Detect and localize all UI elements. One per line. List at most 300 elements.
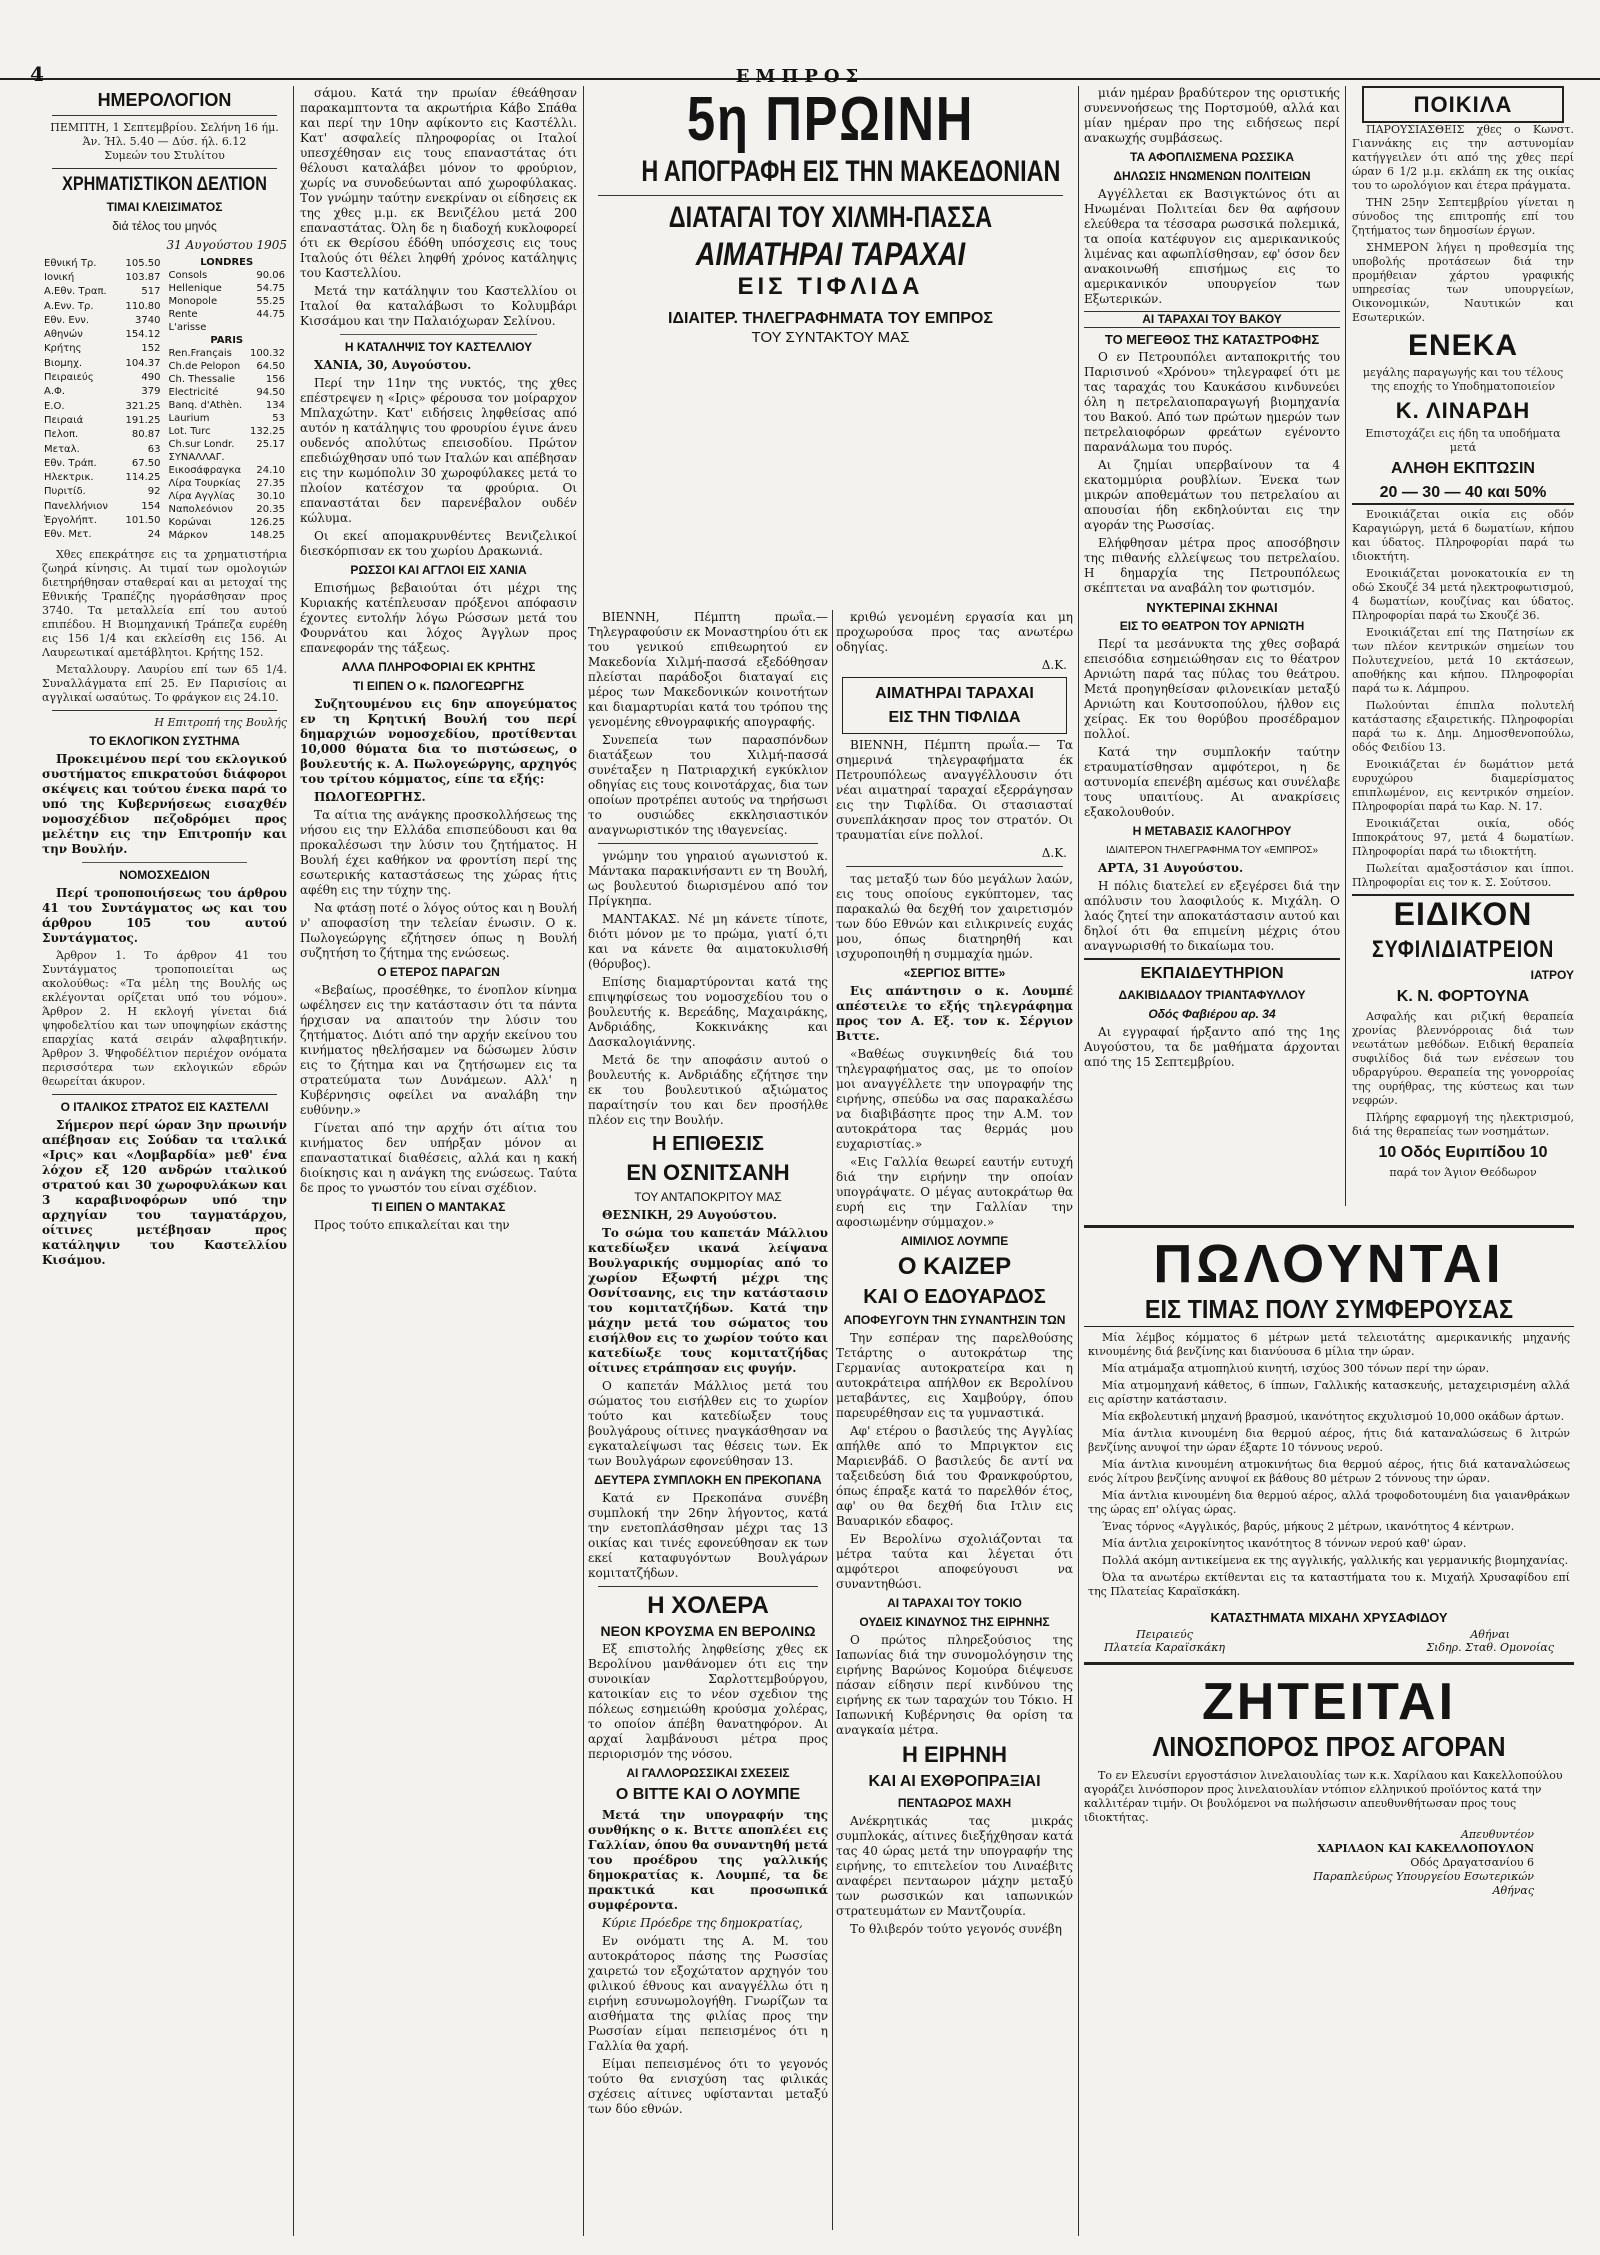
column-text: Το θλιβερόν τούτο γεγονός συνέβη bbox=[850, 1922, 1062, 1936]
riots-box bbox=[842, 677, 1067, 734]
calendar-line: ΠΕΜΠΤΗ, 1 Σεπτεμβρίου. Σελήνη 16 ήμ. bbox=[50, 121, 279, 134]
security-price: 103.87 bbox=[125, 271, 161, 283]
bill-text: Άρθρον 1. Το άρθρον 41 του Συντάγματος τροποποιείται ως ακολούθως: «Τα μέλη της Βουλής ως εκλέγονται ορίζεται υπό του νόμου». Άρθρον 2. Η εκλογή γίνεται διά ψηφοδελτίου και των υποψηφίων εκάστης επαρχίας κατά σειράν αλφαβητικήν. Άρθρον 3. Ψηφοδέλτιον περιέχον ονόματα περισσότερα των εκλογικών εδρών θεωρείται άκυρον. bbox=[42, 949, 287, 1088]
correspondent-label: ΤΟΥ ΣΥΝΤΑΚΤΟΥ ΜΑΣ bbox=[751, 329, 910, 346]
committee-note: Η Επιτροπή της Βουλής bbox=[154, 716, 287, 729]
column-text: «Βαθέως συγκινηθείς διά του τηλεγραφήματος σας, με το οποίον μοι αναγγέλλετε την υπογραφήν της ειρήνης, σπεύδω να σας παρακαλέσω να διαβιβάσητε προς την Α.Μ. τον αυτοκράτορα τας θερμάς μου ευχαριστίας.» bbox=[836, 1047, 1073, 1151]
mantakas-heading: ΤΙ ΕΙΠΕΝ Ο ΜΑΝΤΑΚΑΣ bbox=[371, 1200, 506, 1214]
security-price: 191.25 bbox=[125, 414, 161, 426]
signature: Δ.Κ. bbox=[1041, 658, 1067, 672]
prekopana-heading: ΔΕΥΤΕΡΑ ΣΥΜΠΛΟΚΗ ΕΝ ΠΡΕΚΟΠΑΝΑ bbox=[594, 1473, 822, 1487]
sale-item: Όλα τα ανωτέρω εκτίθενται εις τα καταστήματα του κ. Μιχαήλ Χρυσαφίδου επί της Πλατείας Καραϊσκάκη. bbox=[1088, 1571, 1570, 1598]
athens-price-row bbox=[42, 485, 163, 499]
clinic-iatrou: ΙΑΤΡΟΥ bbox=[1530, 968, 1574, 982]
sale-item: Μία εκβολευτική μηχανή βρασμού, ικανότητος εκχυλισμού 10,000 οκάδων άρτων. bbox=[1102, 1410, 1565, 1423]
security-price: 20.35 bbox=[256, 504, 285, 515]
attack-heading: Η ΕΠΙΘΕΣΙΣ bbox=[652, 1133, 764, 1155]
column-text: Η πόλις διατελεί εν εξεγέρσει διά την απόλυσιν του λαοφιλούς κ. Μιχάλη. Ο λαός ζητεί την αποκατάστασιν αυτού και δηλοί ότι θα επιμείνη μέχρις ότου αναγνωρισθή το δικαίωμα του. bbox=[1084, 879, 1340, 953]
security-name: Εθνική Τρ. bbox=[44, 257, 97, 269]
sale-item: Ένας τόρνος «Αγγλικός, βαρύς, μήκους 2 μέτρων, ικανότητος 4 κέντρων. bbox=[1102, 1520, 1515, 1533]
doctor-name: Κ. Ν. ΦΟΡΤΟΥΝΑ bbox=[1396, 988, 1530, 1005]
athens-price-row bbox=[42, 342, 163, 356]
security-name: Ch.sur Londr. bbox=[168, 439, 235, 450]
doctor-address: 10 Οδός Ευριπίδου 10 bbox=[1378, 1144, 1548, 1161]
store-name: ΚΑΤΑΣΤΗΜΑΤΑ ΜΙΧΑΗΛ ΧΡΥΣΑΦΙΔΟΥ bbox=[1210, 1610, 1448, 1625]
security-price: 64.50 bbox=[256, 361, 285, 372]
chania-dateline: ΧΑΝΙΑ, 30, Αυγούστου. bbox=[314, 358, 472, 372]
column-text: γνώμην του γηραιού αγωνιστού κ. Μάντακα παρακινήσαντι εν τη Βουλή, ως βουλευτού διωρισμένου από τον Πρίγκηπα. bbox=[588, 849, 828, 908]
security-price: 154 bbox=[141, 500, 161, 512]
security-price: 63 bbox=[147, 443, 161, 455]
security-name: Λίρα Τουρκίας bbox=[168, 478, 241, 489]
arta-dateline: ΑΡΤΑ, 31 Αυγούστου. bbox=[1098, 861, 1244, 875]
store-city-right: Αθήναι bbox=[1470, 1628, 1510, 1641]
kaiser-heading-2: ΚΑΙ Ο ΕΔΟΥΑΡΔΟΣ bbox=[863, 1286, 1046, 1308]
foreign-price-row bbox=[167, 516, 288, 529]
kaiser-heading: Ο ΚΑΙΖΕΡ bbox=[897, 1253, 1012, 1280]
security-name: Rente bbox=[168, 309, 198, 320]
column-text: τας μεταξύ των δύο μεγάλων λαών, εις τους οποίους εγκύπτομεν, τας παρακαλώ θα δεχθή τον χαιρετισμόν των δύο Εθνών και ειλικρινείς ευχάς μου, όπως διατηρηθή και ισχυροποιηθή η συμμαχία ημών. bbox=[836, 872, 1073, 961]
column-text: Κατά την συμπλοκήν ταύτην ετραυματίσθησαν αμφότεροι, η δε αστυνομία επενέβη αμέσως και συνέλαβε τους υπαιτίους. Αι ανακρίσεις εξακολουθούν. bbox=[1084, 745, 1340, 819]
doctor-text: Ασφαλής και ριζική θεραπεία χρονίας βλεννόρροιας διά των νεωτάτων μεθόδων. Ειδική θεραπεία συφιλίδος διά των ενέσεων του υδραργύρου. Θεραπεία της γονορροίας της ουρήθρας, της κύστεως και των νεφρών. bbox=[1352, 1010, 1574, 1107]
sale-item: Μία άντλια χειροκίνητος ικανότητος 8 τόννων νερού καθ' ώραν. bbox=[1102, 1537, 1467, 1550]
article-text: Γίνεται από την αρχήν ότι αίτια του κινήματος δεν υπήρξαν μόνον αι επαναστατικαί διαθέσεις, αλλά και η κακή διοίκησις και η ανάγκη της ενώσεως. Ταύτα δε προς το γνωστόν του είναι σχέδιον. bbox=[300, 1121, 577, 1195]
article-text: Προς τούτο επικαλείται και την bbox=[314, 1218, 510, 1232]
security-name: Consols bbox=[168, 270, 208, 281]
price-group-label: LONDRES bbox=[200, 257, 254, 268]
metab-subheading: ΙΔΙΑΙΤΕΡΟΝ ΤΗΛΕΓΡΑΦΗΜΑ ΤΟΥ «ΕΜΠΡΟΣ» bbox=[1105, 845, 1319, 856]
column-text: Ο πρώτος πληρεξούσιος της Ιαπωνίας διά την συνομολόγησιν της ειρήνης Βαρώνος Κομούρα διέψευσε πάσαν είδησιν περί κινδύνου της ειρήνης εκ των ταραχών του Τόκιο. Η Ιαπωνική Κυβέρνησις θα ορίση τα αναγκαία μέτρα. bbox=[836, 1633, 1073, 1737]
security-name: Ιονική bbox=[44, 271, 75, 283]
castle-heading: Η ΚΑΤΑΛΗΨΙΣ ΤΟΥ ΚΑΣΤΕΛΛΙΟΥ bbox=[344, 340, 533, 354]
security-price: 134 bbox=[265, 400, 285, 411]
column-text: Αφ' ετέρου ο βασιλεύς της Αγγλίας απήλθε από το Μπριγκτον εις Μαριενβάδ. Ο βασιλεύς δε αντί να ταξειδεύση διά του Φρανκφούρτου, όπως έπραξε κατά το παρελθόν έτος, αφ' ου θα δεχθή δια Ιτλιν εις Βαυαρικόν εδαφος. bbox=[836, 1424, 1073, 1528]
security-name: Electricité bbox=[168, 387, 219, 398]
foreign-price-row bbox=[167, 477, 288, 490]
doctor-text2: Πλήρης εφαρμογή της ηλεκτρισμού, διά της θεραπείας των νοσημάτων. bbox=[1352, 1111, 1574, 1138]
main-subheadline-4: ΕΙΣ ΤΙΦΛΙΔΑ bbox=[737, 273, 924, 300]
eidikon-heading: ΕΙΔΙΚΟΝ bbox=[1352, 894, 1574, 932]
security-price: 44.75 bbox=[256, 309, 285, 320]
column-text: Επίσης διαμαρτύρονται κατά της επιψηφίσεως του νομοσχεδίου του ο βουλευτής κ. Βερεάδης, Μαχαιράκης, Ανδριάδης, Κοκκινάκης και Δασκαλογιάννης. bbox=[588, 975, 828, 1049]
tokyo-subheading: ΟΥΔΕΙΣ ΚΙΝΔΥΝΟΣ ΤΗΣ ΕΙΡΗΝΗΣ bbox=[859, 1615, 1050, 1629]
security-name: Εθν. Ενν. bbox=[44, 314, 90, 326]
peace-subheading: ΠΕΝΤΑΩΡΟΣ ΜΑΧΗ bbox=[897, 1796, 1012, 1810]
athens-price-row bbox=[42, 399, 163, 413]
witte-letter-2: Είμαι πεπεισμένος ότι το γεγονός τούτο θα ενισχύση τας φιλικάς σχέσεις αίτινες υφίστανται μεταξύ των δύο εθνών. bbox=[588, 2057, 828, 2116]
disarm-subheading: ΔΗΛΩΣΙΣ ΗΝΩΜΕΝΩΝ ΠΟΛΙΤΕΙΩΝ bbox=[1113, 169, 1311, 183]
bill-subtitle: Περί τροποποιήσεως του άρθρου 41 του Συντάγματος ως και του άρθρου 105 του αυτού Συντάγματος. bbox=[42, 886, 287, 945]
price-table-athens bbox=[42, 256, 163, 542]
security-name: Ἐργολήπτ. bbox=[44, 514, 97, 526]
vienna-text3: ΒΙΕΝΝΗ, Πέμπτη πρωΐα.— Τα σημερινά τηλεγραφήματα έκ Πετρουπόλεως αναγγέλλουσιν ότι νέαι αιματηραί ταραχαί εξερράγησαν εις την Τιφλίδα. Οι στασιασταί συνεπλάκησαν προς τον στρατόν. Οι τραυματίαι είνε πολλοί. bbox=[836, 738, 1073, 842]
calendar-line: Άν. Ήλ. 5.40 — Δύσ. ήλ. 6.12 bbox=[82, 135, 247, 148]
security-price: 90.06 bbox=[256, 270, 285, 281]
price-tables bbox=[42, 256, 287, 542]
column-6 bbox=[1084, 86, 1340, 1196]
security-name: Α.Ενν. Τρ. bbox=[44, 300, 94, 312]
article-text: Οι εκεί απομακρυνθέντες Βενιζελικοί διεσκόρπισαν εκ του χωρίου Δρακωνιά. bbox=[300, 529, 577, 558]
athens-price-row bbox=[42, 370, 163, 384]
baku-heading: ΑΙ ΤΑΡΑΧΑΙ ΤΟΥ ΒΑΚΟΥ bbox=[1084, 311, 1340, 328]
security-name: Ηλεκτρικ. bbox=[44, 472, 94, 484]
polountai-subheading: ΕΙΣ ΤΙΜΑΣ ΠΟΛΥ ΣΥΜΦΕΡΟΥΣΑΣ bbox=[1144, 1294, 1514, 1324]
athens-price-row bbox=[42, 442, 163, 456]
column-rule bbox=[1078, 86, 1079, 2236]
column-1 bbox=[42, 86, 287, 2236]
zhteitai-text: Το εν Ελευσίνι εργοστάσιον λινελαιουλίας των κ.κ. Χαρίλαου και Κακελλοπούλου αγοράζει λινόσπορον προς λινελαιουλίαν ντόπιον ελληνικού προϊόντος κατά την καλλιτέραν τιμήν. Οι βουλόμενοι να πωλήσωσιν απευθυνθήτωσαν προς τους ιδιοκτήτας. bbox=[1084, 1769, 1563, 1824]
athens-price-row bbox=[42, 285, 163, 299]
foreign-price-row bbox=[167, 503, 288, 516]
poikila-box bbox=[1362, 86, 1564, 123]
security-name: Κρήτης bbox=[44, 343, 82, 355]
athens-price-row bbox=[42, 456, 163, 470]
zhteitai-landmark: Παραπλεύρως Υπουργείου Εσωτερικών bbox=[1313, 1870, 1534, 1883]
foreign-price-row bbox=[167, 425, 288, 438]
security-name: Lot. Turc bbox=[168, 426, 211, 437]
column-text: κριθώ γενομένη εργασία και μη προχωρούσα προς τας ανωτέρω οδηγίας. bbox=[836, 610, 1073, 654]
athens-price-row bbox=[42, 356, 163, 370]
witte-letter: Εν ονόματι της Α. Μ. του αυτοκράτορος πάσης της Ρωσσίας χαιρετώ τον εξοχώτατον αρχηγόν του φιλικού έθνους και αναγγέλλω ότι η ειρήνη εσυνωμολογήθη. Γνωρίζων τα αισθήματα της φιλίας προς την Ρωσσίαν είμαι πεπεισμένος ότι η Γαλλία θα χαρή. bbox=[588, 1934, 828, 2053]
main-subheadline: Η ΑΠΟΓΡΑΦΗ ΕΙΣ ΤΗΝ ΜΑΚΕΔΟΝΙΑΝ bbox=[641, 155, 1061, 188]
classified-ad: Ενοικιάζεται οικία, οδός Ιπποκράτους 97, μετά 4 δωματίων. Πληροφορίαι παρά τω ιδιοκτήτη. bbox=[1352, 817, 1574, 858]
electoral-text: Προκειμένου περί του εκλογικού συστήματος επικρατούσι διάφοροι σκέψεις και τούτου ένεκα παρά το υπό της Κυβερνήσεως εισαχθέν νομοσχέδιον πεζοδρόμει προς μελέτην εις την Επιτροπήν και την Βουλήν. bbox=[42, 752, 287, 856]
security-price: 110.80 bbox=[125, 300, 161, 312]
linardi-name: Κ. ΛΙΝΑΡΔΗ bbox=[1395, 398, 1531, 423]
security-name: Λίρα Αγγλίας bbox=[168, 491, 236, 502]
main-subheadline-3: ΑΙΜΑΤΗΡΑΙ ΤΑΡΑΧΑΙ bbox=[695, 236, 966, 272]
classified-ad: Πωλούνται έπιπλα πολυτελή κατάστασης εξαιρετικής. Πληροφορίαι παρά τω κ. Δημ. Δημοσθενοπούλω, οδός Φειδίου 13. bbox=[1352, 699, 1574, 754]
athens-price-row bbox=[42, 470, 163, 484]
security-price: 114.25 bbox=[125, 472, 161, 484]
security-price: 126.25 bbox=[250, 517, 285, 528]
security-name: Monopole bbox=[168, 296, 218, 307]
thessaloniki-dateline: ΘΕΣΝΙΚΗ, 29 Αυγούστου. bbox=[602, 1208, 777, 1222]
market-text: Χθες επεκράτησε εις τα χρηματιστήρια ζωηρά κίνησις. Αι τιμαί των ομολογιών διετηρήθησαν σταθεραί και αι μετοχαί της Εθνικής Τραπέζης ηγοράσθησαν προς 3740. Τα μεταλλεία επί του αυτού επιπέδου. Η Βιομηχανική Τράπεζα ευρέθη εις 156 1/4 και εκλείσθη εις 156. Αι Λαυρεωτικαί αμετάβλητοι. Κρήτης 152. bbox=[42, 548, 287, 659]
security-price: 92 bbox=[147, 486, 161, 498]
security-name: Εθν. Μετ. bbox=[44, 529, 92, 541]
athens-price-row bbox=[42, 327, 163, 341]
franco-russian-heading: ΑΙ ΓΑΛΛΟΡΩΣΣΙΚΑΙ ΣΧΕΣΕΙΣ bbox=[626, 1766, 790, 1780]
security-price: 321.25 bbox=[125, 400, 161, 412]
polountai-heading: ΠΩΛΟΥΝΤΑΙ bbox=[1153, 1234, 1505, 1294]
main-headline-block bbox=[588, 86, 1073, 606]
disarm-heading: ΤΑ ΑΦΟΠΛΙΣΜΕΝΑ ΡΩΣΣΙΚΑ bbox=[1129, 150, 1295, 164]
security-price: 3740 bbox=[135, 314, 161, 326]
signature: Δ.Κ. bbox=[1041, 846, 1067, 860]
security-name: Πυριτίδ. bbox=[44, 486, 86, 498]
exchange-subtitle: ΤΙΜΑΙ ΚΛΕΙΣΙΜΑΤΟΣ bbox=[106, 200, 223, 214]
vienna-text2: Συνεπεία των παρασπόνδων διατάξεων του Χιλμή-πασσά συνέταξεν η Πατριαρχική εγκύκλιον οδηγίας εις τους κοινοτάρχας, δια των οποίων προτρέπει αυτούς να τηρήσωσι το ουσιώδες εκκλησιαστικόν αναγνωριστικόν της ιθαγενείας. bbox=[588, 733, 828, 837]
exchange-date: 31 Αυγούστου 1905 bbox=[166, 238, 287, 252]
security-price: 156 bbox=[265, 374, 285, 385]
security-price: 27.35 bbox=[256, 478, 285, 489]
security-price: 100.32 bbox=[250, 348, 285, 359]
security-price: 53 bbox=[272, 413, 285, 424]
column-3 bbox=[588, 610, 828, 2230]
article-text: Συζητουμένου εις 6ην απογεύματος εν τη Κρητική Βουλή του περί δημαρχιών νομοσχεδίου, προτίθενται 10,000 θύματα δια το πιστώσεως, ο βουλευτής κ. Α. Πωλογεώργης, αρχηγός του τρίτου κόμματος, είπε τα εξής: bbox=[300, 697, 577, 786]
price-group-label: PARIS bbox=[210, 335, 244, 346]
foreign-price-row bbox=[167, 360, 288, 373]
cholera-subheading: ΝΕΟΝ ΚΡΟΥΣΜΑ ΕΝ ΒΕΡΟΛΙΝΩ bbox=[600, 1623, 816, 1639]
athens-price-row bbox=[42, 413, 163, 427]
security-price bbox=[247, 321, 287, 334]
riots-box-title: ΑΙΜΑΤΗΡΑΙ ΤΑΡΑΧΑΙ bbox=[875, 685, 1034, 702]
attack-text2: Ο καπετάν Μάλλιος μετά του σώματος του εισήλθεν εις το χωρίον τούτο και κατεδίωξεν τους βουλγάρους οίτινες ηναγκάσθησαν να εγκαταλείψωσι τας θέσεις των. Εκ των Βουλγάρων εφονεύθησαν 13. bbox=[588, 1379, 828, 1468]
column-rule bbox=[1345, 86, 1346, 1206]
security-price: 30.10 bbox=[256, 491, 285, 502]
security-name: Πανελλήνιον bbox=[44, 500, 108, 512]
sale-item: Μία λέμβος κόμματος 6 μέτρων μετά τελειοτάτης αμερικανικής μηχανής κινουμένης διά βενζίνης και διανύουσα 6 μίλια την ώραν. bbox=[1088, 1331, 1570, 1358]
school-address: Οδός Φαβιέρου αρ. 34 bbox=[1148, 1007, 1276, 1021]
vienna-text: ΒΙΕΝΝΗ, Πέμπτη πρωΐα.— Τηλεγραφούσιν εκ Μοναστηρίου ότι εκ του γενικού επιθεωρητού εν Μακεδονία Χιλμή-πασσά εξεδόθησαν πλείσται παράδοξοι διαταγαί εις μέρος των Μακεδονικών κοινοτήτων και διαμαρτυρίαι κατά του τρόπου της γενομένης εθνογραφικής απογραφής. bbox=[588, 610, 828, 729]
athens-price-row bbox=[42, 499, 163, 513]
classified-ad: Πωλείται αμαξοστάσιον και ίπποι. Πληροφορίαι εις τον κ. Σ. Σούτσου. bbox=[1352, 862, 1574, 889]
security-name: Πειραιά bbox=[44, 414, 84, 426]
foreign-price-row bbox=[167, 412, 288, 425]
doctor-address2: παρά τον Άγιον Θεόδωρον bbox=[1389, 1166, 1537, 1179]
article-text: «Βεβαίως, προσέθηκε, το ένοπλον κίνημα ωφέλησεν εις την κατάστασιν ότι τα πάντα ήρχισαν να απαιτούν την λύσιν του ζητήματος. Διότι από την αρχήν εκείνου του κινήματος ηθελήσαμεν να δώσωμεν λύσιν εις το ζήτημα και να ζητήσωμεν εις τα στρατεύματα των Δυνάμεων. Αλλ' η Κυβέρνησις οφείλει να αναλάβη την ευθύνην.» bbox=[300, 983, 577, 1117]
store-city-left: Πειραιεύς bbox=[1136, 1628, 1193, 1641]
attack-text: Το σώμα του καπετάν Μάλλιου κατεδίωξεν ικανά λείψανα Βουλγαρικής συμμορίας από το χωρίον Εξωφτή μέχρι της Οσνίτσανης, εις την κατάστασιν του κομιτατζήδων. Κατά την μάχην μετά του σώματος του εισήλθον εις το χωρίον τούτο και κατεδίωξε τους κομιτατζήδας οίτινες ετράπησαν εις φυγήν. bbox=[588, 1226, 828, 1375]
zhteitai-city: Αθήνας bbox=[1492, 1884, 1534, 1897]
sale-items bbox=[1084, 1327, 1574, 1606]
classified-ad: Ενοικιάζεται οικία εις οδόν Καραγιώργη, μετά 6 δωματίων, κήπου και ύδατος. Πληροφορίαι παρά τω ιδιοκτήτη. bbox=[1352, 508, 1574, 563]
athens-price-row bbox=[42, 313, 163, 327]
sale-item: Μία άντλια κινουμένη δια θερμού αέρος, ήτις διά καταναλώσεως 6 λιτρών βενζίνης ανυψοί την ώραν έξαρτε 10 τόννους νερού. bbox=[1088, 1427, 1570, 1454]
witte-heading: Ο ΒΙΤΤΕ ΚΑΙ Ο ΛΟΥΜΠΕ bbox=[615, 1786, 801, 1803]
security-name: Εικοσάφραγκα bbox=[168, 465, 242, 476]
column-text: Αγγέλλεται εκ Βασιγκτώνος ότι αι Ηνωμέναι Πολιτείαι δεν θα αφήσουν ελεύθερα τα τέσσαρα ρωσσικά πολεμικά, τα οποία κατέφυγον εις αμερικανικούς λιμένας και αφωπλίσθησαν, εφ' όσον δεν ανακοινωθή επισήμως εις το αμερικανικόν υπουργείον των Εξωτερικών. bbox=[1084, 187, 1340, 306]
kaiser-subheading: ΑΠΟΦΕΥΓΟΥΝ ΤΗΝ ΣΥΝΑΝΤΗΣΙΝ ΤΩΝ bbox=[843, 1313, 1066, 1327]
theatre-heading: ΝΥΚΤΕΡΙΝΑΙ ΣΚΗΝΑΙ bbox=[1146, 600, 1278, 615]
foreign-price-row bbox=[167, 490, 288, 503]
security-name: Ε.Ο. bbox=[44, 400, 65, 412]
foreign-price-row bbox=[167, 451, 288, 464]
clinic-heading: ΣΥΦΙΛΙΔΙΑΤΡΕΙΟΝ bbox=[1371, 936, 1555, 963]
foreign-price-row bbox=[167, 438, 288, 451]
security-name: Εθν. Τράπ. bbox=[44, 457, 97, 469]
store-address-right: Σιδηρ. Σταθ. Ομονοίας bbox=[1426, 1641, 1554, 1654]
page-number: 4 bbox=[30, 62, 44, 86]
italy-text: Σήμερον περί ώραν 3ην πρωινήν απέβησαν εις Σούδαν τα ιταλικά «Ιρις» και «Λομβαρδία» μεθ' ένα λόχον εξ 120 ανδρών ιταλικού στρατού και 30 χωροφυλάκων και 3 καραβινοφόρων υπό την αρχηγίαν του ταγματάρχου, οίτινες μετέβησαν προς κατάληψιν του Καστελλίου Κισάμου. bbox=[42, 1118, 287, 1267]
witte-salutation: Κύριε Πρόεδρε της δημοκρατίας, bbox=[602, 1916, 803, 1930]
zhteitai-addr-label: Απευθυντέον bbox=[1460, 1828, 1534, 1841]
foreign-price-row bbox=[167, 399, 288, 412]
column-rule bbox=[832, 610, 833, 2230]
other-heading: Ο ΕΤΕΡΟΣ ΠΑΡΑΓΩΝ bbox=[377, 965, 500, 979]
security-price bbox=[247, 451, 287, 464]
witte-text: Μετά την υπογραφήν της συνθήκης ο κ. Βιττε αποπλέει εις Γαλλίαν, όπου θα συναντηθή μετά του προέδρου της γαλλικής δημοκρατίας κ. Λουμπέ, τα δε πρακτικά και προσωπικά συμφέροντα. bbox=[588, 1808, 828, 1912]
foreign-price-row bbox=[167, 282, 288, 295]
article-text: σάμου. Κατά την πρωίαν έθεάθησαν παρακαμπτοντα τα ακρωτήρια Κάβο Σπάθα και περί την 10ην αφίκοντο εις Καστέλλι. Κατ' ασφαλείς πληροφορίας οι Ιταλοί υπεσχέθησαν εις τους επαναστάτας ότι θέλουσι καταλάβει μόνον το φρούριον, χωρίς να συνοδεύωνται από χωροφύλακας. Τον γνώμην ταύτην ενεκρίναν οι είδησεις εκ της χθες μ.μ. εκ Βενιζέλου μετά 200 επαναστάτας. Όλη δε η διαδοχή κυκλοφορεί ότι εκ Θερίσου έδόθη υπόσχεσις εις τους Ιταλούς ότι θέλει ληφθή χρόνος κατάληψις του Καστελλίου. bbox=[300, 86, 577, 280]
linardi-text: Επιστοχάζει εις ήδη τα υποδήματα μετά bbox=[1365, 427, 1561, 454]
peace-heading-2: ΚΑΙ ΑΙ ΕΧΘΡΟΠΡΑΞΙΑΙ bbox=[868, 1773, 1041, 1790]
column-text: Εις απάντησιν ο κ. Λουμπέ απέστειλε το εξής τηλεγράφημα προς τον Α. Εξ. τον κ. Σέργιον Βιττε. bbox=[836, 984, 1073, 1043]
masthead bbox=[0, 0, 1600, 87]
school-heading: ΕΚΠΑΙΔΕΥΤΗΡΙΟΝ bbox=[1140, 965, 1284, 982]
bill-heading: ΝΟΜΟΣΧΕΔΙΟΝ bbox=[119, 868, 210, 882]
paper-name: ΕΜΠΡΟΣ bbox=[735, 66, 865, 87]
security-price: 67.50 bbox=[131, 457, 161, 469]
column-text: ΜΑΝΤΑΚΑΣ. Νέ μη κάνετε τίποτε, διότι μόνον με το πρώμα, γιατί ό,τι και να κάνετε θα αιματοκυλισθή (θόρυβος). bbox=[588, 912, 828, 971]
athens-price-row bbox=[42, 256, 163, 270]
security-price: 490 bbox=[141, 372, 161, 384]
security-price: 94.50 bbox=[256, 387, 285, 398]
polountai-box bbox=[1084, 1225, 1574, 1327]
athens-price-row bbox=[42, 528, 163, 542]
column-2 bbox=[300, 86, 577, 2236]
italy-heading: Ο ΙΤΑΛΙΚΟΣ ΣΤΡΑΤΟΣ ΕΙΣ ΚΑΣΤΕΛΛΙ bbox=[60, 1100, 269, 1114]
security-name: Ναπολεόνιον bbox=[168, 504, 233, 515]
calendar-line: Συμεών του Στυλίτου bbox=[104, 149, 225, 162]
classified-ad: Ενοικιάζεται μονοκατοικία εν τη οδώ Σκουζέ 34 μετά ηλεκτροφωτισμού, 4 δωματίων, κουζίνας και ύδατος. Πληροφορίαι παρά τω Σκουζέ 36. bbox=[1352, 567, 1574, 622]
security-name: Κορώναι bbox=[168, 517, 212, 528]
foreign-price-row bbox=[167, 386, 288, 399]
security-name: Αθηνών bbox=[44, 329, 83, 341]
security-price: 517 bbox=[141, 286, 161, 298]
foreign-price-row bbox=[167, 347, 288, 360]
prekopana-text: Κατά εν Πρεκοπάνα συνέβη συμπλοκή την 26ην λήγοντος, κατά την ενετοπλάσθησαν μέχρι τας 13 οικίας και τινές εφονεύθησαν εκ των εκεί καταφυγόντων Βουλγάρων κομιτατζήδων. bbox=[588, 1491, 828, 1580]
security-name: Βιομηχ. bbox=[44, 357, 83, 369]
zhteitai-street: Οδός Δραγατσανίου 6 bbox=[1410, 1856, 1534, 1869]
classified-ad: Ενοικιάζεται επί της Πατησίων εκ των πλέον κεντρικών σημείων του Πολυτεχνείου, μετά 10 εκτάσεων, αποθήκης και κήπου. Πληροφορίαι παρά τω κ. Λάμπρου. bbox=[1352, 626, 1574, 695]
sale-item: Μία ατμάμαξα ατμοπηλιού κινητή, ισχύος 300 τόνων περί την ώραν. bbox=[1102, 1362, 1490, 1375]
foreign-price-row bbox=[167, 308, 288, 321]
article-text: Μετά την κατάληψιν του Καστελλίου οι Ιταλοί θα καταλάβωσι το Κολυμβάρι Κισσάμου και την Παλαιόχωραν Σελίνου. bbox=[300, 284, 577, 328]
security-price: 152 bbox=[141, 343, 161, 355]
sale-item: Μία άντλια κινουμένη ατμοκινήτως δια θερμού αέρος, ήτις διά καταναλώσεως ενός λίτρου βενζίνης ανυψοί εκ βάθους 80 μέτρων 2 τόννους την ώραν. bbox=[1088, 1458, 1570, 1485]
security-price: 154.12 bbox=[125, 329, 161, 341]
security-name: Μεταλ. bbox=[44, 443, 80, 455]
security-price: 25.17 bbox=[256, 439, 285, 450]
column-text: Ανέκρητικάς τας μικράς συμπλοκάς, αίτινες διεξήχθησαν κατά τας 40 ώρας μετά την υπογραφήν της ειρήνης, το επιτελείον του Λιναέβιτς αναφέρει πενταωρον μάχην μεταξύ των ρωσσικών και ιαπωνικών στρατευμάτων εν Μαντζουρία. bbox=[836, 1814, 1073, 1918]
column-text: Ελήφθησαν μέτρα προς αποσόβησιν της πιθανής ελλείψεως του πετρελαίου. Η δημαρχία της Πετρουπόλεως σκέπτεται να αναβάλη τον φωτισμόν. bbox=[1084, 536, 1340, 595]
security-price: 148.25 bbox=[250, 530, 285, 541]
article-text: Τα αίτια της ανάγκης προσκολλήσεως της νήσου εις την Ελλάδα επισπεύδουσι και θα προκαλέσωσι την λύσιν του ζητήματος. Η Βουλή έχει καθήκον να φροντίση περί της εσωτερικής καταστάσεως της χώρας ήτις αφέθη εις την τύχην της. bbox=[300, 808, 577, 897]
security-price: 24 bbox=[147, 529, 161, 541]
loubet-signature: ΑΙΜΙΛΙΟΣ ΛΟΥΜΠΕ bbox=[900, 1234, 1009, 1248]
column-text: Μετά δε την αποφάσιν αυτού ο βουλευτής κ. Ανδριάδης εζήτησε την εκ του βουλευτικού αξιώματος παραίτησίν του και δεν προσήλθε πλέον εις την Βουλήν. bbox=[588, 1053, 828, 1127]
sale-item: Μία ατμομηχανή κάθετος, 6 ίππων, Γαλλικής κατασκευής, μεταχειρισμένη αλλά εις αρίστην κατάστασιν. bbox=[1088, 1379, 1570, 1406]
store-addresses bbox=[1084, 1628, 1574, 1654]
peace-heading: Η ΕΙΡΗΝΗ bbox=[901, 1742, 1008, 1767]
security-price: 379 bbox=[141, 386, 161, 398]
athens-price-row bbox=[42, 270, 163, 284]
athens-price-row bbox=[42, 385, 163, 399]
athens-price-row bbox=[42, 428, 163, 442]
security-name: Μάρκον bbox=[168, 530, 208, 541]
zhteitai-contact bbox=[1084, 1828, 1574, 1898]
article-text: Περί την 11ην της νυκτός, της χθες επέστρεψεν η «Ιρις» φέρουσα τον μοίραρχον Μπλαχώτην. Κατ' ειδήσεις ληφθείσας από αυτόν η κατάληψις του φρουρίου έγινε άνευ ουδενός απολύτως επεισοδίου. Πρώτον επεδιώχθησαν υπό των Ιταλών και απέβησαν εις την κωμόπολιν 30 χωροφύλακες μετά το πλοίον κατέσχον τα φρούρια. Οι επαναστάται δεν παρενέβαλον ουδέν κώλυμα. bbox=[300, 376, 577, 525]
metab-heading: Η ΜΕΤΑΒΑΣΙΣ ΚΑΛΟΓΗΡΟΥ bbox=[1132, 824, 1292, 838]
price-table-foreign bbox=[167, 256, 288, 542]
column-text: Ο εν Πετρουπόλει ανταποκριτής του Παρισινού «Χρόνου» τηλεγραφεί ότι με τας ταραχάς του Καυκάσου κινδυνεύει όλη η πετρελαιοπαραγωγή βιομηχανία του Βακού. Από των πρώτων ημερών των πετρελαιοφόρων φρεάτων εγένοντο παρανάλωμα του πυρός. bbox=[1084, 350, 1340, 454]
foreign-price-row bbox=[167, 269, 288, 282]
zhteitai-box bbox=[1084, 1662, 1574, 1898]
security-price: 101.50 bbox=[125, 514, 161, 526]
baku-subheading: ΤΟ ΜΕΓΕΘΟΣ ΤΗΣ ΚΑΤΑΣΤΡΟΦΗΣ bbox=[1104, 332, 1320, 347]
security-price: 55.25 bbox=[256, 296, 285, 307]
ads-block bbox=[1084, 1225, 1574, 2235]
pologeorgis-heading: ΤΙ ΕΙΠΕΝ Ο κ. ΠΩΛΟΓΕΩΡΓΗΣ bbox=[352, 679, 525, 693]
column-text: Αι εγγραφαί ήρξαντο από της 1ης Αυγούστου, τα δε μαθήματα άρχονται από της 15 Σεπτεμβρίου. bbox=[1084, 1025, 1340, 1069]
pologeorgis-name: ΠΩΛΟΓΕΩΡΓΗΣ. bbox=[314, 790, 426, 804]
sale-item: Πολλά ακόμη αντικείμενα εκ της αγγλικής, γαλλικής και γερμανικής βιομηχανίας. bbox=[1102, 1554, 1569, 1567]
security-price: 104.37 bbox=[125, 357, 161, 369]
riots-box-title-2: ΕΙΣ ΤΗΝ ΤΙΦΛΙΔΑ bbox=[888, 709, 1021, 726]
poikila-heading: ΠΟΙΚΙΛΑ bbox=[1413, 92, 1513, 117]
column-text: Αι ζημίαι υπερβαίνουν τα 4 εκατομμύρια ρουβλίων. Ένεκα των μικρών αποθεμάτων του πετρελαίου αι απουσίαι ήδη εκδηλούνται εις την αγοράν της Ρωσσίας. bbox=[1084, 458, 1340, 532]
calendar-title: ΗΜΕΡΟΛΟΓΙΟΝ bbox=[97, 90, 232, 110]
cholera-heading: Η ΧΟΛΕΡΑ bbox=[647, 1592, 769, 1619]
classified-ad: Ενοικιάζεται έν δωμάτιον μετά ευρυχώρου διαμερίσματος επιπλωμένον, εις κεντρικόν σημείον. Πληροφορίαι παρά τω Καρ. Ν. 17. bbox=[1352, 758, 1574, 813]
column-4 bbox=[836, 610, 1073, 2230]
column-text: ΣΗΜΕΡΟΝ λήγει η προθεσμία της υποβολής προτάσεων διά την προμήθειαν χάρτου γραφικής υπηρεσίας των υπουργείων, Οικονομικών, Ναυτικών και Εσωτερικών. bbox=[1352, 241, 1574, 324]
column-rule bbox=[583, 86, 584, 2236]
security-price: 80.87 bbox=[131, 429, 161, 441]
security-name: Ch.de Pelopon bbox=[168, 361, 241, 372]
column-text: ΠΑΡΟΥΣΙΑΣΘΕΙΣ χθες ο Κωνστ. Γιαννάκης εις την αστυνομίαν κατήγγειλεν ότι από της χθες περί ώραν 6 1/2 μ.μ. εκλάπη εκ της οικίας του το ωρολόγιον και έτερα πράγματα. bbox=[1352, 123, 1574, 192]
article-text: Επισήμως βεβαιούται ότι μέχρι της Κυριακής κατέπλευσαν πρόξενοι απόφασιν έχοντες εντολήν λόγω Ρώσσων μετά του Φουρνάτου και λόχος Άγγλων προς επανεφοράν της τάξεως. bbox=[300, 581, 577, 655]
security-price: 105.50 bbox=[125, 257, 161, 269]
eneka-text: μεγάλης παραγωγής και του τέλους της εποχής το Υποδηματοποιείον bbox=[1362, 366, 1564, 393]
security-price: 54.75 bbox=[256, 283, 285, 294]
security-name: Πειραιεύς bbox=[44, 372, 94, 384]
column-text: «Εις Γαλλία θεωρεί εαυτήν ευτυχή διά την ειρήνην την οποίαν υπογράψατε. Ο μέγας αυτοκράτωρ θα ευρή εις την Γαλλίαν την αφοσιωμένην σύμμαχον.» bbox=[836, 1155, 1073, 1229]
security-name: Ch. Thessalie bbox=[168, 374, 236, 385]
electoral-heading: ΤΟ ΕΚΛΟΓΙΚΟΝ ΣΥΣΤΗΜΑ bbox=[89, 734, 240, 748]
foreign-price-row bbox=[167, 321, 288, 334]
witte-signature-heading: «ΣΕΡΓΙΟΣ ΒΙΤΤΕ» bbox=[903, 966, 1006, 980]
security-name: Banq. d'Athèn. bbox=[168, 400, 243, 411]
column-7 bbox=[1352, 86, 1574, 1196]
sale-item: Μία άντλια κινουμένη δια θερμού αέρος, αλλά τροφοδοτουμένη δια γαιανθράκων της ώρας επ' ολίγας ώρας. bbox=[1088, 1489, 1570, 1516]
column-rule bbox=[293, 86, 294, 2236]
athens-price-row bbox=[42, 513, 163, 527]
tokyo-heading: ΑΙ ΤΑΡΑΧΑΙ ΤΟΥ ΤΟΚΙΟ bbox=[887, 1596, 1022, 1610]
column-text: μιάν ημέραν βραδύτερον της οριστικής συνεννοήσεως της Πορτσμούθ, αλλά και μίαν ημέραν προ της ειδήσεως περί ανακωχής συμβάσεως. bbox=[1084, 86, 1340, 145]
security-name: ΣΥΝΑΛΛΑΓ. bbox=[168, 452, 225, 463]
security-name: Α.Φ. bbox=[44, 386, 66, 398]
main-subheadline-2: ΔΙΑΤΑΓΑΙ ΤΟΥ ΧΙΛΜΗ-ΠΑΣΣΑ bbox=[668, 201, 993, 234]
security-name: Laurium bbox=[168, 413, 210, 424]
security-name: Πελοπ. bbox=[44, 429, 79, 441]
column-text: Περί τα μεσάνυκτα της χθες σοβαρά επεισόδια εσημειώθησαν εις το θέατρον Αρνιώτη παρά τας πύλας του θεάτρου. Μετά προηγηθείσαν φιλονεικίαν μεταξύ Αρνιώτη και Κουτσοπούλου, ήλθον εις χείρας. Εκ του θορύβου προσέδραμον πολλοί. bbox=[1084, 637, 1340, 741]
eneka-heading: ΕΝΕΚΑ bbox=[1407, 329, 1518, 362]
rumor-heading: ΑΛΛΑ ΠΛΗΡΟΦΟΡΙΑΙ ΕΚ ΚΡΗΤΗΣ bbox=[341, 660, 536, 674]
telegram-label: ΙΔΙΑΙΤΕΡ. ΤΗΛΕΓΡΑΦΗΜΑΤΑ ΤΟΥ ΕΜΠΡΟΣ bbox=[668, 310, 993, 327]
zhteitai-heading: ΖΗΤΕΙΤΑΙ bbox=[1201, 1673, 1457, 1731]
theatre-subheading: ΕΙΣ ΤΟ ΘΕΑΤΡΟΝ ΤΟΥ ΑΡΝΙΩΤΗ bbox=[1119, 619, 1305, 633]
foreign-price-row bbox=[167, 373, 288, 386]
article-text: Να φτάσῃ ποτέ ο λόγος ούτος και η Βουλή ν' αποφασίση την τελείαν ένωσιν. Ο κ. Πωλογεώργης εζήτησεν όπως η Βουλή συζητήση το ζήτημα της ενώσεως. bbox=[300, 901, 577, 960]
foreign-price-row bbox=[167, 464, 288, 477]
security-price: 132.25 bbox=[250, 426, 285, 437]
security-name: Ren.Français bbox=[168, 348, 232, 359]
column-text: Την εσπέραν της παρελθούσης Τετάρτης ο αυτοκράτωρ της Γερμανίας αυτοκρατείρα και η αυτοκράτειρα απήλθον εκ Βερολίνου μεταβάντες, εις Χαμβούργ, όπου παρευρέθησαν εις τα γυμναστικά. bbox=[836, 1331, 1073, 1420]
exchange-subtitle2: διά τέλος του μηνός bbox=[112, 219, 217, 233]
linardi-percentages: 20 — 30 — 40 και 50% bbox=[1352, 483, 1574, 505]
foreign-price-row bbox=[167, 295, 288, 308]
main-headline: 5η ΠΡΩΙΝΗ bbox=[686, 86, 975, 154]
school-subheading: ΔΑΚΙΒΙΔΑΔΟΥ ΤΡΙΑΝΤΑΦΥΛΛΟΥ bbox=[1118, 988, 1306, 1002]
exchange-title: ΧΡΗΜΑΤΙΣΤΙΚΟΝ ΔΕΛΤΙΟΝ bbox=[62, 174, 267, 195]
russian-heading: ΡΩΣΣΟΙ ΚΑΙ ΑΓΓΛΟΙ ΕΙΣ ΧΑΝΙΑ bbox=[350, 563, 527, 577]
security-price: 24.10 bbox=[256, 465, 285, 476]
column-text: ΤΗΝ 25ην Σεπτεμβρίου γίνεται η σύνοδος της επιτροπής επί του ζητήματος των δημοσίων έργων. bbox=[1352, 196, 1574, 237]
linardi-discount: ΑΛΗΘΗ ΕΚΠΤΩΣΙΝ bbox=[1391, 460, 1535, 477]
